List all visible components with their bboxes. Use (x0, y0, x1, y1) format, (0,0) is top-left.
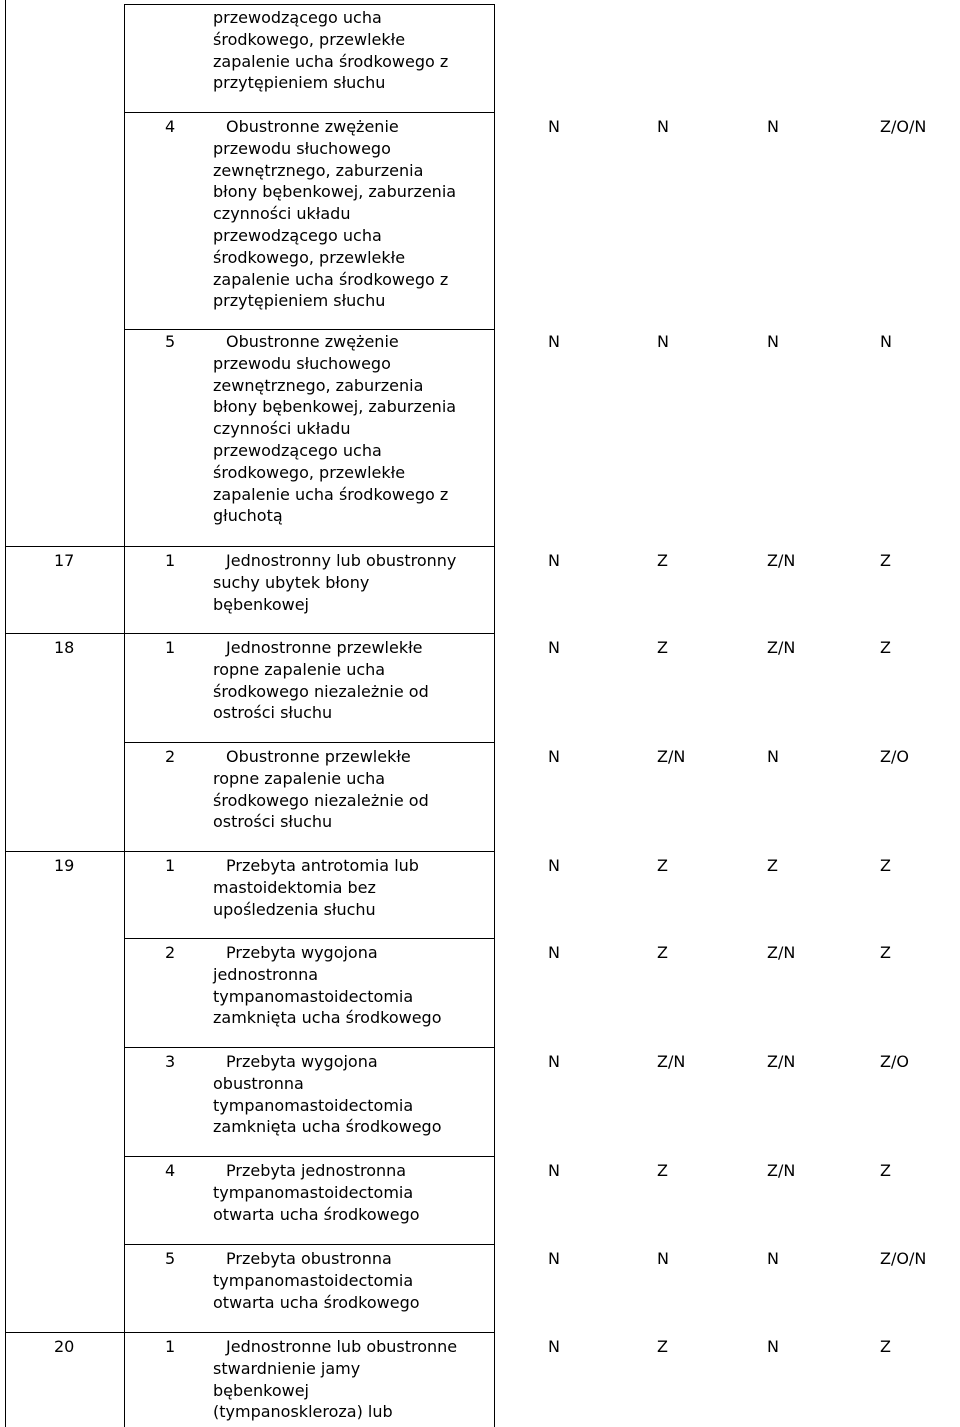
group-number: 18 (54, 638, 75, 657)
category-value: N (767, 747, 779, 766)
category-value: N (657, 117, 669, 136)
category-value: Z (880, 1337, 891, 1356)
category-value: N (880, 332, 892, 351)
row-description: Obustronne przewlekłe ropne zapalenie ucha środkowego niezależnie od ostrości słuchu (213, 747, 429, 832)
category-value: Z (880, 856, 891, 875)
column-divider-description (494, 4, 495, 1427)
row-description: Przebyta antrotomia lub mastoidektomia bez upośledzenia słuchu (213, 856, 419, 919)
row-divider (5, 546, 495, 547)
row-number: 4 (165, 1161, 176, 1180)
row-divider (124, 1156, 495, 1157)
row-description: Jednostronne przewlekłe ropne zapalenie ucha środkowego niezależnie od ostrości słuchu (213, 638, 429, 723)
category-value: Z/N (767, 943, 796, 962)
row-divider (5, 851, 495, 852)
category-value: Z/N (767, 551, 796, 570)
category-value: N (548, 856, 560, 875)
row-number: 4 (165, 117, 176, 136)
row-description: Przebyta wygojona jednostronna tympanomastoidectomia zamknięta ucha środkowego (213, 943, 442, 1028)
row-divider (124, 329, 495, 330)
row-description: Obustronne zwężenie przewodu słuchowego zewnętrznego, zaburzenia błony bębenkowej, zaburzenia czynności układu przewodzącego ucha środkowego, przewlekłe zapalenie ucha środkowego z przytępieniem słuchu (213, 117, 457, 311)
table-border-left (5, 0, 6, 1427)
category-value: Z/O/N (880, 117, 927, 136)
category-value: Z/O/N (880, 1249, 927, 1268)
category-value: Z (880, 638, 891, 657)
table-border-top (124, 4, 495, 5)
row-divider (124, 938, 495, 939)
row-description: Przebyta jednostronna tympanomastoidectomia otwarta ucha środkowego (213, 1161, 420, 1224)
category-value: Z/N (767, 1161, 796, 1180)
category-value: N (767, 1337, 779, 1356)
category-value: Z/N (767, 638, 796, 657)
row-description: Przebyta wygojona obustronna tympanomastoidectomia zamknięta ucha środkowego (213, 1052, 442, 1137)
category-value: N (657, 332, 669, 351)
category-value: Z (657, 551, 668, 570)
category-value: Z (767, 856, 778, 875)
row-number: 5 (165, 1249, 176, 1268)
row-description: Przebyta obustronna tympanomastoidectomia otwarta ucha środkowego (213, 1249, 420, 1312)
category-value: Z (657, 943, 668, 962)
group-number: 19 (54, 856, 75, 875)
category-value: Z (880, 943, 891, 962)
row-number: 1 (165, 551, 176, 570)
category-value: Z/N (657, 747, 686, 766)
row-divider (124, 742, 495, 743)
category-value: Z (880, 551, 891, 570)
category-value: Z/N (767, 1052, 796, 1071)
row-description: Jednostronne lub obustronne stwardnienie jamy bębenkowej (tympanoskleroza) lub (213, 1337, 458, 1422)
group-number: 17 (54, 551, 75, 570)
category-value: Z/O (880, 747, 909, 766)
category-value: N (548, 1249, 560, 1268)
category-value: N (767, 332, 779, 351)
row-description: Jednostronny lub obustronny suchy ubytek błony bębenkowej (213, 551, 457, 614)
category-value: Z (657, 856, 668, 875)
category-value: N (548, 638, 560, 657)
column-divider-group (124, 4, 125, 1427)
category-value: N (548, 747, 560, 766)
row-description: przewodzącego ucha środkowego, przewlekłe zapalenie ucha środkowego z przytępieniem słuchu (213, 8, 449, 93)
row-divider (124, 1047, 495, 1048)
row-number: 2 (165, 943, 176, 962)
row-number: 5 (165, 332, 176, 351)
category-value: N (548, 117, 560, 136)
row-number: 1 (165, 856, 176, 875)
row-description: Obustronne zwężenie przewodu słuchowego zewnętrznego, zaburzenia błony bębenkowej, zaburzenia czynności układu przewodzącego ucha środkowego, przewlekłe zapalenie ucha środkowego z głuchotą (213, 332, 457, 526)
category-value: N (767, 117, 779, 136)
category-value: N (548, 332, 560, 351)
category-value: N (548, 943, 560, 962)
row-divider (124, 1244, 495, 1245)
category-value: Z/O (880, 1052, 909, 1071)
category-value: Z (657, 638, 668, 657)
category-value: N (548, 1161, 560, 1180)
category-value: Z/N (657, 1052, 686, 1071)
group-number: 20 (54, 1337, 75, 1356)
category-value: N (548, 551, 560, 570)
row-number: 2 (165, 747, 176, 766)
category-value: N (548, 1337, 560, 1356)
row-number: 1 (165, 638, 176, 657)
row-number: 3 (165, 1052, 176, 1071)
row-divider (5, 1332, 495, 1333)
category-value: Z (657, 1337, 668, 1356)
category-value: N (767, 1249, 779, 1268)
category-value: N (657, 1249, 669, 1268)
category-value: Z (657, 1161, 668, 1180)
row-divider (124, 112, 495, 113)
category-value: Z (880, 1161, 891, 1180)
row-number: 1 (165, 1337, 176, 1356)
row-divider (5, 633, 495, 634)
category-value: N (548, 1052, 560, 1071)
